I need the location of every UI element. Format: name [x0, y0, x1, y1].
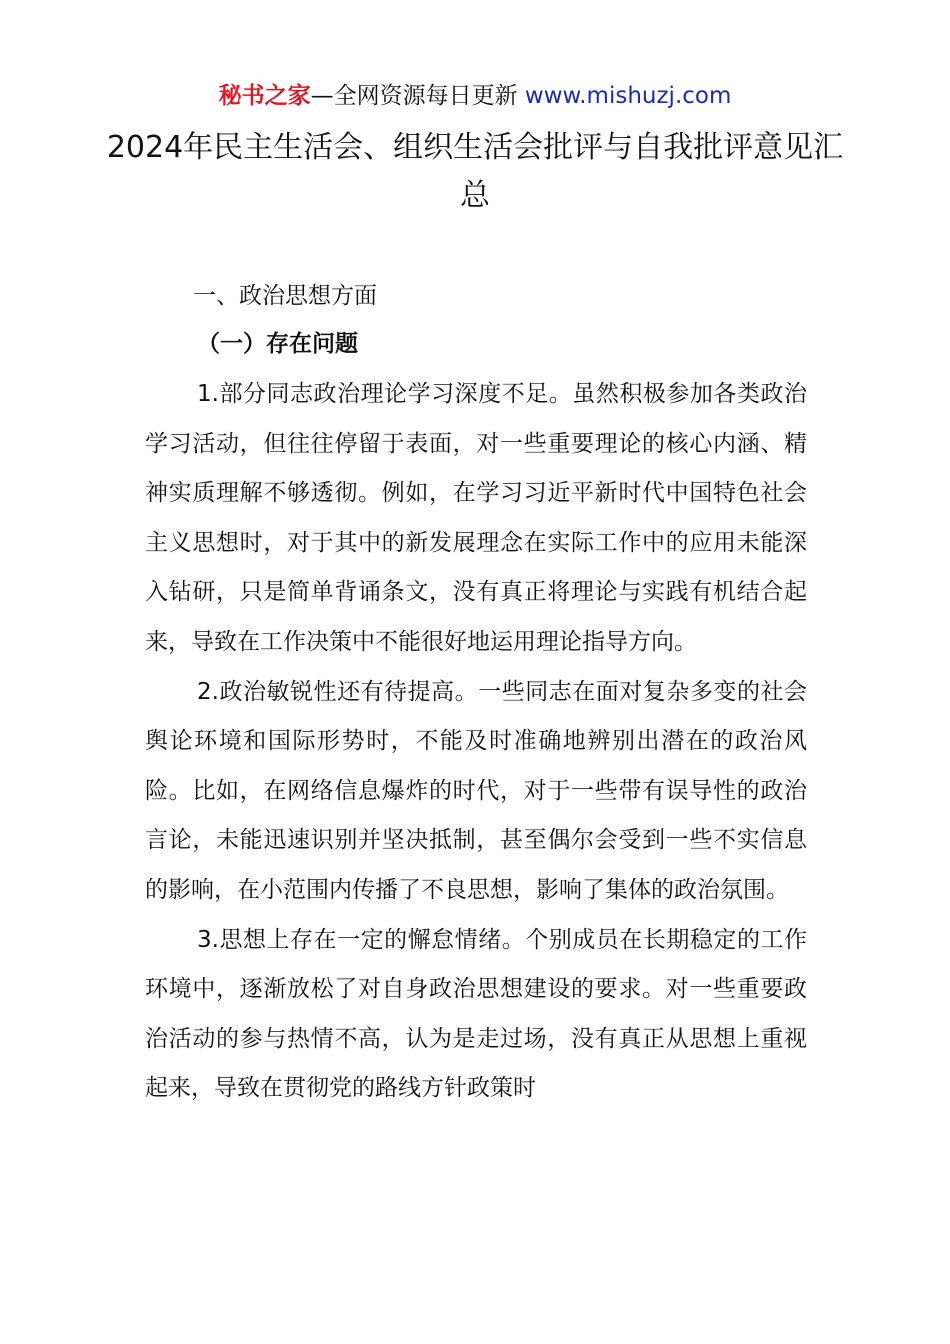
document-title: 2024年民主生活会、组织生活会批评与自我批评意见汇总 [106, 130, 844, 213]
document-body [145, 272, 807, 1114]
paragraph-3: 3.思想上存在一定的懈怠情绪。个别成员在长期稳定的工作环境中，逐渐放松了对自身政治思想建设的要求。对一些重要政治活动的参与热情不高，认为是走过场，没有真正从思想上重视起来，导致在贯彻党的路线方针政策时 [145, 926, 807, 1102]
site-header [0, 80, 950, 112]
site-tagline: —全网资源每日更新 [310, 83, 518, 109]
site-brand: 秘书之家 [218, 83, 311, 109]
subsection-heading: （一）存在问题 [197, 331, 358, 357]
site-url-link[interactable]: www.mishuzj.com [524, 83, 732, 109]
paragraph-2: 2.政治敏锐性还有待提高。一些同志在面对复杂多变的社会舆论环境和国际形势时，不能及时准确地辨别出潜在的政治风险。比如，在网络信息爆炸的时代，对于一些带有误导性的政治言论，未能迅速识别并坚决抵制，甚至偶尔会受到一些不实信息的影响，在小范围内传播了不良思想，影响了集体的政治氛围。 [145, 678, 807, 903]
section-heading: 一、政治思想方面 [193, 283, 377, 309]
paragraph-1: 1.部分同志政治理论学习深度不足。虽然积极参加各类政治学习活动，但往往停留于表面，对一些重要理论的核心内涵、精神实质理解不够透彻。例如，在学习习近平新时代中国特色社会主义思想时，对于其中的新发展理念在实际工作中的应用未能深入钻研，只是简单背诵条文，没有真正将理论与实践有机结合起来，导致在工作决策中不能很好地运用理论指导方向。 [145, 381, 807, 655]
